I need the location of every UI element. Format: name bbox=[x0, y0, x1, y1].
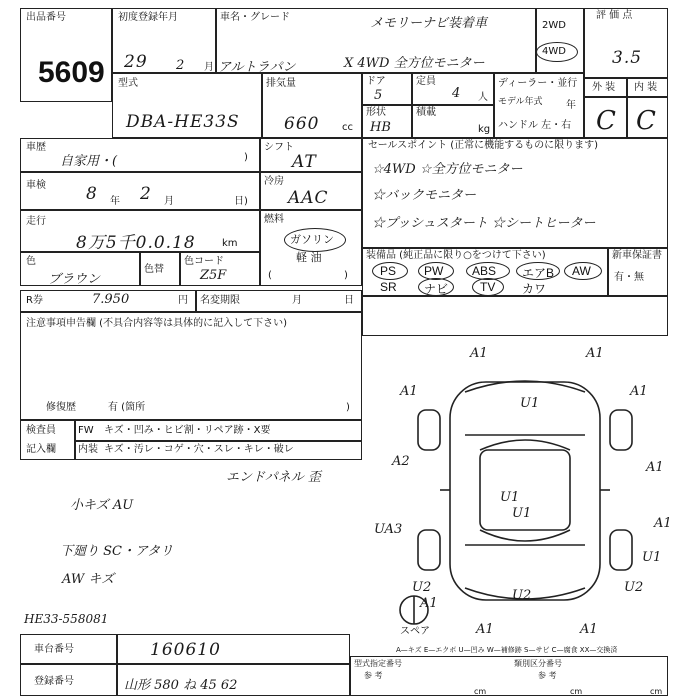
displacement-label: 排気量 bbox=[266, 78, 296, 89]
damage-mark-10: U1 bbox=[500, 490, 520, 505]
dimension-ref-2: 参 考 bbox=[538, 671, 557, 680]
inspection-label: 車検 bbox=[26, 180, 46, 191]
chassis-value: 160610 bbox=[150, 640, 221, 660]
damage-mark-2: A1 bbox=[586, 346, 604, 361]
score-label: 評 価 点 bbox=[596, 10, 633, 21]
equip-ps: PS bbox=[380, 264, 397, 278]
equip-airbag: エアB bbox=[522, 266, 555, 280]
mileage-value: 8万5千0.0.18 bbox=[76, 233, 196, 253]
spare-label: スペア bbox=[400, 626, 430, 637]
sales-point-3: ☆プッシュスタート ☆シートヒーター bbox=[372, 216, 596, 231]
inspection-month: 2 bbox=[140, 184, 152, 204]
handwritten-note-3: 下廻り SC・アタリ bbox=[60, 544, 174, 559]
handwritten-note-2: 小キズ AU bbox=[70, 498, 134, 513]
dimension-ref-1: 参 考 bbox=[364, 671, 383, 680]
recycle-value: 7.950 bbox=[92, 292, 130, 307]
reg-year-value: 29 bbox=[124, 52, 148, 72]
damage-mark-15: U1 bbox=[642, 550, 662, 565]
handwritten-note-4: AW キズ bbox=[62, 572, 115, 587]
color-value: ブラウン bbox=[48, 272, 101, 287]
handwritten-note: メモリーナビ装着車 bbox=[370, 16, 488, 31]
drive-4wd-circle bbox=[536, 42, 578, 62]
color-change-label: 色替 bbox=[144, 264, 164, 275]
shape-value: HB bbox=[370, 120, 391, 135]
year-unit: 年 bbox=[566, 100, 576, 111]
car-name-label: 車名・グレード bbox=[220, 12, 290, 23]
equip-pw: PW bbox=[424, 264, 444, 278]
repair-close: ) bbox=[346, 402, 350, 413]
inspector-in: 内装 bbox=[78, 444, 98, 455]
inspection-month-unit: 月 bbox=[164, 196, 174, 207]
mileage-unit: km bbox=[222, 238, 238, 249]
reg-year-label: 初度登録年月 bbox=[118, 12, 178, 23]
damage-mark-14: U2 bbox=[624, 580, 644, 595]
shift-label: シフト bbox=[264, 142, 294, 153]
usage-box bbox=[20, 138, 260, 172]
equip-navi: ナビ bbox=[424, 282, 449, 296]
inspection-year-unit: 年 bbox=[110, 196, 120, 207]
shift-value: AT bbox=[292, 152, 317, 172]
sales-point-1: ☆4WD ☆全方位モニター bbox=[372, 162, 523, 177]
title-month-unit: 月 bbox=[292, 295, 302, 306]
mileage-label: 走行 bbox=[26, 216, 46, 227]
lot-number-label: 出品番号 bbox=[26, 12, 66, 23]
recycle-label: R券 bbox=[26, 295, 43, 306]
car-grade: X 4WD 全方位モニター bbox=[344, 56, 485, 71]
drive-2wd: 2WD bbox=[542, 20, 566, 31]
month-unit: 月 bbox=[204, 62, 214, 73]
damage-mark-13: U2 bbox=[412, 580, 432, 595]
warranty-label: 新車保証書 bbox=[612, 250, 662, 261]
displacement-value: 660 bbox=[284, 114, 320, 134]
inspector-fw: FW bbox=[78, 425, 94, 436]
inspector-label2: 記入欄 bbox=[26, 444, 56, 455]
dimension-cm-2: cm bbox=[570, 687, 583, 696]
fuel-paren-open: ( bbox=[268, 270, 272, 281]
drive-4wd: 4WD bbox=[542, 46, 566, 57]
lot-number: 5609 bbox=[38, 56, 105, 89]
fuel-diesel: 軽 油 bbox=[296, 251, 322, 264]
damage-mark-1: A1 bbox=[470, 346, 488, 361]
inspector-in-text: キズ・汚レ・コゲ・穴・スレ・キレ・破レ bbox=[104, 444, 294, 455]
damage-mark-5: A2 bbox=[392, 454, 410, 469]
equip-aw: AW bbox=[572, 264, 591, 278]
plate-label: 登録番号 bbox=[34, 676, 74, 687]
exterior-label: 外 装 bbox=[592, 82, 616, 93]
dimension-cm-3: cm bbox=[650, 687, 663, 696]
capacity-label: 定員 bbox=[416, 76, 436, 87]
damage-mark-11: U1 bbox=[512, 506, 532, 521]
title-day-unit: 日 bbox=[344, 295, 354, 306]
notes-label: 注意事項申告欄 (不具合内容等は具体的に記入して下さい) bbox=[26, 318, 287, 329]
damage-mark-7: U1 bbox=[520, 396, 540, 411]
exterior-grade: C bbox=[596, 106, 617, 136]
usage-value: 自家用・( bbox=[60, 154, 118, 169]
handle-label: ハンドル 左・右 bbox=[498, 120, 572, 131]
equip-leather: カワ bbox=[522, 282, 547, 296]
capacity-unit: 人 bbox=[478, 92, 488, 103]
load-label: 積載 bbox=[416, 107, 436, 118]
equip-sr: SR bbox=[380, 280, 397, 294]
inspection-day-unit: 日) bbox=[234, 196, 248, 207]
fuel-gas: ガソリン bbox=[290, 233, 334, 246]
damage-mark-3: A1 bbox=[400, 384, 418, 399]
model-value: DBA-HE33S bbox=[126, 112, 240, 132]
color-label: 色 bbox=[26, 256, 36, 267]
score-value: 3.5 bbox=[612, 48, 643, 68]
dimension-cm-1: cm bbox=[474, 687, 487, 696]
inspector-fw-text: キズ・凹み・ヒビ割・リペア跡・X要 bbox=[104, 425, 271, 436]
model-label: 型式 bbox=[118, 78, 138, 89]
bottom-right-box bbox=[362, 296, 668, 336]
interior-label: 内 装 bbox=[634, 82, 658, 93]
usage-close: ) bbox=[244, 152, 248, 163]
title-deadline-label: 名変期限 bbox=[200, 295, 240, 306]
repair-label: 修復歴 bbox=[46, 402, 76, 413]
interior-grade: C bbox=[636, 106, 657, 136]
doors-value: 5 bbox=[374, 88, 383, 103]
damage-mark-16: A1 bbox=[476, 622, 494, 637]
plate-value: 山形 580 ね 45 62 bbox=[124, 678, 238, 693]
sales-points-label: セールスポイント (正常に機能するものに限ります) bbox=[368, 140, 599, 151]
inspection-year: 8 bbox=[86, 184, 98, 204]
kg-unit: kg bbox=[478, 124, 491, 135]
drive-box bbox=[536, 8, 584, 73]
warranty-value: 有・無 bbox=[614, 272, 644, 283]
equip-abs: ABS bbox=[472, 264, 497, 278]
damage-mark-12: U2 bbox=[512, 588, 532, 603]
fuel-gas-circle bbox=[284, 228, 346, 252]
dimension-label-1: 型式指定番号 bbox=[354, 659, 402, 668]
model-year-label: モデル年式 bbox=[498, 97, 543, 107]
usage-label: 車歴 bbox=[26, 142, 46, 153]
damage-mark-8: A1 bbox=[654, 516, 672, 531]
equip-tv: TV bbox=[480, 280, 496, 294]
recycle-yen: 円 bbox=[178, 295, 188, 306]
chassis-partial: HE33-558081 bbox=[24, 612, 109, 626]
damage-mark-9: UA3 bbox=[374, 522, 403, 537]
damage-mark-4: A1 bbox=[630, 384, 648, 399]
fuel-paren-close: ) bbox=[344, 270, 348, 281]
ac-value: AAC bbox=[288, 188, 329, 208]
ac-label: 冷房 bbox=[264, 176, 284, 187]
color-code-label: 色コード bbox=[184, 256, 224, 267]
damage-legend: A—キズ E—エクボ U—凹み W—補修跡 S—サビ C—腐食 XX—交換済 bbox=[396, 646, 618, 654]
handwritten-note-1: エンドパネル 歪 bbox=[226, 470, 321, 485]
reg-month-value: 2 bbox=[176, 58, 185, 73]
damage-mark-17: A1 bbox=[580, 622, 598, 637]
color-code-value: Z5F bbox=[200, 268, 227, 283]
doors-label: ドア bbox=[366, 76, 386, 87]
sales-point-2: ☆バックモニター bbox=[372, 188, 477, 203]
dealer-label: ディーラー・並行 bbox=[498, 78, 578, 89]
dimension-label-2: 類別区分番号 bbox=[514, 659, 562, 668]
fuel-label: 燃料 bbox=[264, 214, 284, 225]
damage-mark-6: A1 bbox=[646, 460, 664, 475]
damage-mark-18: A1 bbox=[420, 596, 438, 611]
capacity-value: 4 bbox=[452, 86, 461, 101]
cc-unit: cc bbox=[342, 122, 353, 133]
shape-label: 形状 bbox=[366, 107, 386, 118]
equipment-label: 装備品 (純正品に限り○をつけて下さい) bbox=[366, 250, 546, 261]
repair-value: 有 (箇所 bbox=[108, 402, 146, 413]
chassis-label: 車台番号 bbox=[34, 644, 74, 655]
inspector-label1: 検査員 bbox=[26, 425, 56, 436]
car-name: アルトラパン bbox=[218, 60, 296, 75]
